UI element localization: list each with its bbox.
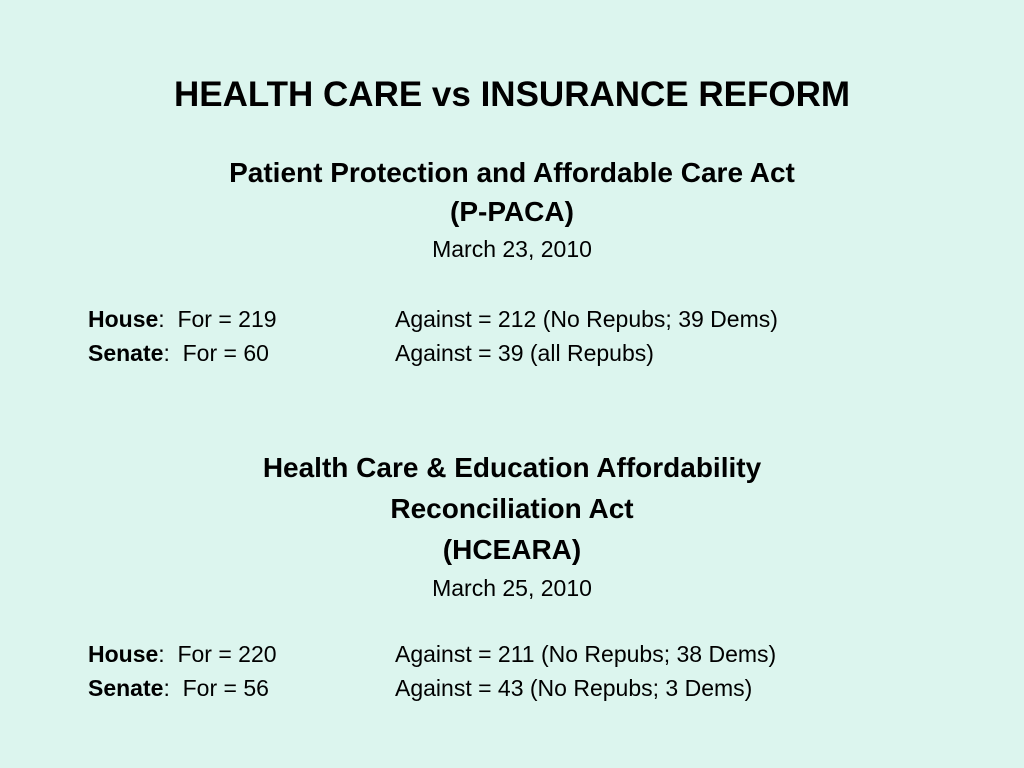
vote-row-hceara-senate	[88, 671, 753, 705]
slide-title: HEALTH CARE vs INSURANCE REFORM	[173, 75, 851, 114]
act-ppaca-date: March 23, 2010	[432, 236, 592, 262]
vote-against-count: Against = 211 (No Repubs; 38 Dems)	[395, 641, 777, 667]
vote-for-count: : For = 219	[158, 306, 277, 332]
vote-chamber-label: Senate	[88, 675, 164, 701]
vote-row-hceara-house	[88, 637, 777, 671]
vote-for-count: : For = 60	[163, 340, 269, 366]
act-ppaca-name-line-2: (P-PACA)	[450, 196, 574, 227]
vote-against-count: Against = 212 (No Repubs; 39 Dems)	[395, 306, 778, 332]
vote-against-count: Against = 39 (all Repubs)	[395, 340, 654, 366]
act-hceara-name-line-1: Health Care & Education Affordability	[262, 452, 762, 483]
act-hceara-name-line-2: Reconciliation Act	[390, 493, 634, 524]
act-hceara-name-line-3: (HCEARA)	[442, 534, 582, 565]
vote-for-count: : For = 220	[158, 641, 277, 667]
act-hceara	[0, 447, 1024, 606]
act-ppaca-name-line-1: Patient Protection and Affordable Care Act	[229, 157, 795, 188]
vote-chamber-label: House	[88, 306, 159, 332]
vote-for-count: : For = 56	[163, 675, 269, 701]
vote-row-ppaca-senate	[88, 336, 654, 370]
vote-row-ppaca-house	[88, 302, 778, 336]
act-ppaca	[0, 153, 1024, 267]
vote-chamber-label: House	[88, 641, 159, 667]
act-hceara-date: March 25, 2010	[432, 575, 592, 601]
vote-chamber-label: Senate	[88, 340, 164, 366]
vote-against-count: Against = 43 (No Repubs; 3 Dems)	[395, 675, 753, 701]
